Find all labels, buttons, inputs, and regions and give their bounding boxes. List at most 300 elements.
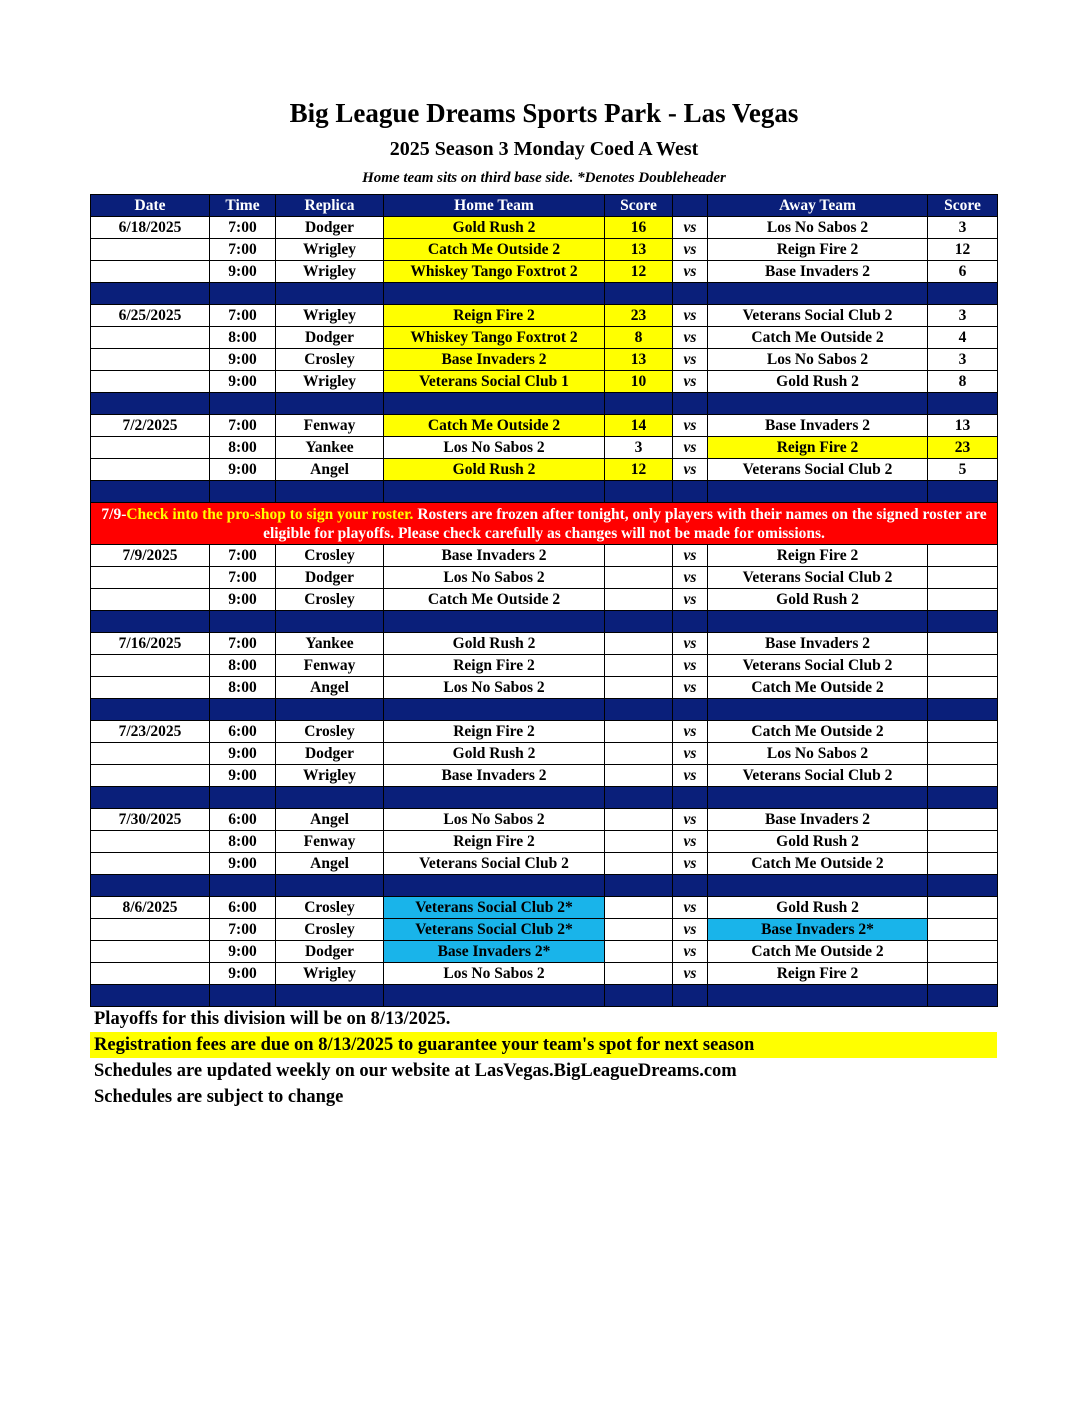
away-score-cell: 3 — [928, 305, 998, 327]
away-team-cell: Catch Me Outside 2 — [708, 327, 928, 349]
date-cell: 6/25/2025 — [91, 305, 210, 327]
away-team-cell: Los No Sabos 2 — [708, 349, 928, 371]
replica-field-cell: Yankee — [276, 633, 384, 655]
home-team-cell: Los No Sabos 2 — [384, 437, 605, 459]
week-separator — [91, 393, 998, 415]
home-team-cell: Base Invaders 2 — [384, 765, 605, 787]
home-team-cell: Los No Sabos 2 — [384, 677, 605, 699]
replica-field-cell: Wrigley — [276, 305, 384, 327]
away-team-cell: Gold Rush 2 — [708, 371, 928, 393]
separator-cell — [605, 985, 673, 1007]
separator-cell — [673, 393, 708, 415]
game-row — [91, 743, 998, 765]
home-score-cell: 13 — [605, 239, 673, 261]
away-team-cell: Los No Sabos 2 — [708, 743, 928, 765]
home-team-cell: Reign Fire 2 — [384, 721, 605, 743]
away-team-cell: Reign Fire 2 — [708, 239, 928, 261]
replica-field-cell: Wrigley — [276, 239, 384, 261]
home-team-cell: Catch Me Outside 2 — [384, 239, 605, 261]
vs-cell: vs — [673, 371, 708, 393]
schedule-body — [91, 217, 998, 1007]
game-row — [91, 941, 998, 963]
home-score-cell — [605, 963, 673, 985]
week-separator — [91, 699, 998, 721]
home-score-cell — [605, 743, 673, 765]
vs-cell: vs — [673, 349, 708, 371]
separator-cell — [276, 393, 384, 415]
away-team-cell: Veterans Social Club 2 — [708, 567, 928, 589]
away-score-cell — [928, 743, 998, 765]
home-team-cell: Base Invaders 2* — [384, 941, 605, 963]
vs-cell: vs — [673, 809, 708, 831]
home-score-cell — [605, 831, 673, 853]
date-cell — [91, 919, 210, 941]
separator-cell — [384, 393, 605, 415]
replica-field-cell: Dodger — [276, 941, 384, 963]
vs-cell: vs — [673, 633, 708, 655]
away-score-cell: 13 — [928, 415, 998, 437]
away-team-cell: Base Invaders 2 — [708, 261, 928, 283]
date-cell: 7/16/2025 — [91, 633, 210, 655]
separator-cell — [210, 283, 276, 305]
separator-cell — [384, 283, 605, 305]
separator-cell — [605, 875, 673, 897]
replica-field-cell: Fenway — [276, 415, 384, 437]
column-header-home-team: Home Team — [384, 195, 605, 217]
separator-cell — [708, 481, 928, 503]
separator-cell — [276, 985, 384, 1007]
away-team-cell: Reign Fire 2 — [708, 545, 928, 567]
separator-cell — [210, 611, 276, 633]
column-header-away-team: Away Team — [708, 195, 928, 217]
date-cell: 7/30/2025 — [91, 809, 210, 831]
away-score-cell: 6 — [928, 261, 998, 283]
separator-cell — [708, 875, 928, 897]
separator-cell — [91, 875, 210, 897]
time-cell: 7:00 — [210, 919, 276, 941]
away-score-cell: 5 — [928, 459, 998, 481]
home-score-cell — [605, 809, 673, 831]
separator-cell — [928, 481, 998, 503]
date-cell — [91, 677, 210, 699]
date-cell — [91, 371, 210, 393]
game-row — [91, 437, 998, 459]
away-score-cell: 8 — [928, 371, 998, 393]
time-cell: 8:00 — [210, 831, 276, 853]
separator-cell — [605, 481, 673, 503]
date-cell — [91, 327, 210, 349]
replica-field-cell: Wrigley — [276, 963, 384, 985]
home-score-cell — [605, 941, 673, 963]
separator-cell — [605, 283, 673, 305]
away-team-cell: Catch Me Outside 2 — [708, 941, 928, 963]
vs-cell: vs — [673, 941, 708, 963]
away-team-cell: Catch Me Outside 2 — [708, 853, 928, 875]
vs-cell: vs — [673, 919, 708, 941]
separator-cell — [605, 611, 673, 633]
date-cell: 8/6/2025 — [91, 897, 210, 919]
away-team-cell: Gold Rush 2 — [708, 589, 928, 611]
away-team-cell: Catch Me Outside 2 — [708, 721, 928, 743]
home-score-cell — [605, 633, 673, 655]
time-cell: 9:00 — [210, 941, 276, 963]
time-cell: 9:00 — [210, 853, 276, 875]
time-cell: 8:00 — [210, 655, 276, 677]
home-team-cell: Los No Sabos 2 — [384, 567, 605, 589]
home-team-cell: Los No Sabos 2 — [384, 963, 605, 985]
away-score-cell — [928, 545, 998, 567]
separator-cell — [928, 699, 998, 721]
separator-cell — [928, 787, 998, 809]
away-score-cell: 12 — [928, 239, 998, 261]
home-score-cell — [605, 897, 673, 919]
date-cell — [91, 831, 210, 853]
game-row — [91, 897, 998, 919]
separator-cell — [210, 481, 276, 503]
away-score-cell — [928, 963, 998, 985]
game-row — [91, 305, 998, 327]
time-cell: 6:00 — [210, 897, 276, 919]
time-cell: 8:00 — [210, 327, 276, 349]
separator-cell — [673, 699, 708, 721]
date-cell — [91, 437, 210, 459]
game-row — [91, 349, 998, 371]
home-score-cell: 14 — [605, 415, 673, 437]
date-cell — [91, 853, 210, 875]
separator-cell — [928, 611, 998, 633]
separator-cell — [708, 787, 928, 809]
game-row — [91, 721, 998, 743]
game-row — [91, 371, 998, 393]
home-score-cell — [605, 853, 673, 875]
away-score-cell: 3 — [928, 349, 998, 371]
time-cell: 8:00 — [210, 677, 276, 699]
away-score-cell — [928, 655, 998, 677]
game-row — [91, 633, 998, 655]
week-separator — [91, 283, 998, 305]
away-team-cell: Base Invaders 2 — [708, 809, 928, 831]
home-score-cell: 8 — [605, 327, 673, 349]
page-subtitle: 2025 Season 3 Monday Coed A West — [389, 138, 699, 160]
column-header-replica: Replica — [276, 195, 384, 217]
away-score-cell — [928, 919, 998, 941]
time-cell: 9:00 — [210, 459, 276, 481]
playoffs-note: Playoffs for this division will be on 8/13/2025. — [94, 1009, 451, 1029]
game-row — [91, 217, 998, 239]
game-row — [91, 831, 998, 853]
time-cell: 7:00 — [210, 545, 276, 567]
home-team-cell: Veterans Social Club 2* — [384, 897, 605, 919]
away-score-cell — [928, 897, 998, 919]
vs-cell: vs — [673, 437, 708, 459]
time-cell: 9:00 — [210, 371, 276, 393]
time-cell: 9:00 — [210, 743, 276, 765]
column-header-vs — [673, 195, 708, 217]
separator-cell — [210, 699, 276, 721]
date-cell — [91, 567, 210, 589]
vs-cell: vs — [673, 459, 708, 481]
away-team-cell: Reign Fire 2 — [708, 437, 928, 459]
home-team-cell: Los No Sabos 2 — [384, 809, 605, 831]
date-cell: 7/2/2025 — [91, 415, 210, 437]
separator-cell — [673, 985, 708, 1007]
time-cell: 9:00 — [210, 963, 276, 985]
replica-field-cell: Crosley — [276, 545, 384, 567]
separator-cell — [276, 699, 384, 721]
separator-cell — [384, 699, 605, 721]
away-score-cell — [928, 941, 998, 963]
home-team-cell: Veterans Social Club 2* — [384, 919, 605, 941]
home-team-note: Home team sits on third base side. *Denotes Doubleheader — [362, 170, 726, 186]
time-cell: 7:00 — [210, 567, 276, 589]
away-score-cell — [928, 809, 998, 831]
replica-field-cell: Angel — [276, 459, 384, 481]
game-row — [91, 327, 998, 349]
game-row — [91, 567, 998, 589]
separator-cell — [384, 985, 605, 1007]
separator-cell — [605, 393, 673, 415]
separator-cell — [708, 611, 928, 633]
home-team-cell: Gold Rush 2 — [384, 633, 605, 655]
away-team-cell: Reign Fire 2 — [708, 963, 928, 985]
week-separator — [91, 875, 998, 897]
separator-cell — [673, 875, 708, 897]
replica-field-cell: Crosley — [276, 349, 384, 371]
away-score-cell — [928, 853, 998, 875]
replica-field-cell: Angel — [276, 809, 384, 831]
date-cell — [91, 963, 210, 985]
separator-cell — [91, 699, 210, 721]
separator-cell — [605, 699, 673, 721]
game-row — [91, 677, 998, 699]
schedule-table — [90, 194, 998, 1007]
vs-cell: vs — [673, 677, 708, 699]
home-score-cell — [605, 677, 673, 699]
registration-note: Registration fees are due on 8/13/2025 to guarantee your team's spot for next season — [90, 1032, 997, 1058]
separator-cell — [91, 481, 210, 503]
game-row — [91, 963, 998, 985]
replica-field-cell: Dodger — [276, 567, 384, 589]
page-title: Big League Dreams Sports Park - Las Vegas — [289, 98, 799, 128]
away-score-cell — [928, 633, 998, 655]
vs-cell: vs — [673, 217, 708, 239]
date-cell — [91, 239, 210, 261]
week-separator — [91, 481, 998, 503]
away-score-cell — [928, 721, 998, 743]
home-score-cell — [605, 567, 673, 589]
home-team-cell: Catch Me Outside 2 — [384, 415, 605, 437]
separator-cell — [210, 393, 276, 415]
game-row — [91, 853, 998, 875]
notice-prefix: 7/9- — [101, 505, 127, 523]
home-team-cell: Reign Fire 2 — [384, 655, 605, 677]
vs-cell: vs — [673, 963, 708, 985]
game-row — [91, 809, 998, 831]
date-cell — [91, 941, 210, 963]
separator-cell — [928, 393, 998, 415]
replica-field-cell: Crosley — [276, 589, 384, 611]
away-score-cell: 23 — [928, 437, 998, 459]
week-separator — [91, 787, 998, 809]
replica-field-cell: Wrigley — [276, 371, 384, 393]
away-score-cell — [928, 589, 998, 611]
separator-cell — [384, 611, 605, 633]
vs-cell: vs — [673, 743, 708, 765]
away-score-cell — [928, 567, 998, 589]
separator-cell — [276, 283, 384, 305]
home-team-cell: Base Invaders 2 — [384, 545, 605, 567]
separator-cell — [210, 985, 276, 1007]
separator-cell — [210, 875, 276, 897]
column-header-home-score: Score — [605, 195, 673, 217]
time-cell: 7:00 — [210, 415, 276, 437]
away-team-cell: Base Invaders 2 — [708, 415, 928, 437]
replica-field-cell: Wrigley — [276, 765, 384, 787]
replica-field-cell: Fenway — [276, 831, 384, 853]
column-header-date: Date — [91, 195, 210, 217]
replica-field-cell: Dodger — [276, 327, 384, 349]
separator-cell — [673, 481, 708, 503]
home-team-cell: Veterans Social Club 2 — [384, 853, 605, 875]
date-cell — [91, 459, 210, 481]
change-note: Schedules are subject to change — [94, 1087, 344, 1107]
home-team-cell: Gold Rush 2 — [384, 217, 605, 239]
home-score-cell: 10 — [605, 371, 673, 393]
game-row — [91, 655, 998, 677]
vs-cell: vs — [673, 415, 708, 437]
game-row — [91, 459, 998, 481]
vs-cell: vs — [673, 655, 708, 677]
home-team-cell: Reign Fire 2 — [384, 831, 605, 853]
date-cell: 7/9/2025 — [91, 545, 210, 567]
separator-cell — [91, 787, 210, 809]
column-header-away-score: Score — [928, 195, 998, 217]
home-team-cell: Whiskey Tango Foxtrot 2 — [384, 261, 605, 283]
time-cell: 6:00 — [210, 721, 276, 743]
date-cell — [91, 655, 210, 677]
home-score-cell — [605, 589, 673, 611]
roster-notice — [91, 503, 998, 545]
home-team-cell: Veterans Social Club 1 — [384, 371, 605, 393]
home-score-cell: 3 — [605, 437, 673, 459]
away-team-cell: Gold Rush 2 — [708, 831, 928, 853]
replica-field-cell: Dodger — [276, 743, 384, 765]
website-note: Schedules are updated weekly on our website at LasVegas.BigLeagueDreams.com — [94, 1061, 737, 1081]
away-team-cell: Gold Rush 2 — [708, 897, 928, 919]
notice-text: Rosters are frozen after tonight, only players with their names on the signed roster are eligible for playoffs. Please check carefully as changes will not be made for omissions. — [263, 505, 987, 542]
vs-cell: vs — [673, 567, 708, 589]
home-score-cell — [605, 545, 673, 567]
home-team-cell: Gold Rush 2 — [384, 459, 605, 481]
date-cell — [91, 261, 210, 283]
away-team-cell: Base Invaders 2* — [708, 919, 928, 941]
separator-cell — [673, 611, 708, 633]
away-score-cell — [928, 831, 998, 853]
separator-cell — [708, 699, 928, 721]
replica-field-cell: Crosley — [276, 919, 384, 941]
vs-cell: vs — [673, 853, 708, 875]
separator-cell — [673, 787, 708, 809]
separator-cell — [605, 787, 673, 809]
date-cell: 6/18/2025 — [91, 217, 210, 239]
time-cell: 7:00 — [210, 217, 276, 239]
separator-cell — [210, 787, 276, 809]
home-score-cell — [605, 765, 673, 787]
separator-cell — [928, 875, 998, 897]
replica-field-cell: Fenway — [276, 655, 384, 677]
replica-field-cell: Dodger — [276, 217, 384, 239]
home-score-cell: 23 — [605, 305, 673, 327]
home-score-cell — [605, 721, 673, 743]
separator-cell — [928, 985, 998, 1007]
time-cell: 7:00 — [210, 239, 276, 261]
away-team-cell: Veterans Social Club 2 — [708, 305, 928, 327]
game-row — [91, 261, 998, 283]
away-team-cell: Catch Me Outside 2 — [708, 677, 928, 699]
home-score-cell: 13 — [605, 349, 673, 371]
away-team-cell: Los No Sabos 2 — [708, 217, 928, 239]
time-cell: 9:00 — [210, 765, 276, 787]
game-row — [91, 589, 998, 611]
replica-field-cell: Crosley — [276, 897, 384, 919]
vs-cell: vs — [673, 831, 708, 853]
game-row — [91, 545, 998, 567]
home-team-cell: Base Invaders 2 — [384, 349, 605, 371]
away-score-cell — [928, 677, 998, 699]
game-row — [91, 765, 998, 787]
vs-cell: vs — [673, 305, 708, 327]
time-cell: 7:00 — [210, 633, 276, 655]
time-cell: 8:00 — [210, 437, 276, 459]
away-team-cell: Base Invaders 2 — [708, 633, 928, 655]
home-team-cell: Whiskey Tango Foxtrot 2 — [384, 327, 605, 349]
column-header-time: Time — [210, 195, 276, 217]
vs-cell: vs — [673, 765, 708, 787]
date-cell — [91, 349, 210, 371]
home-team-cell: Gold Rush 2 — [384, 743, 605, 765]
separator-cell — [276, 787, 384, 809]
home-score-cell: 12 — [605, 459, 673, 481]
separator-cell — [91, 985, 210, 1007]
separator-cell — [384, 875, 605, 897]
replica-field-cell: Crosley — [276, 721, 384, 743]
separator-cell — [276, 611, 384, 633]
date-cell — [91, 589, 210, 611]
week-separator — [91, 611, 998, 633]
separator-cell — [276, 481, 384, 503]
home-score-cell: 12 — [605, 261, 673, 283]
separator-cell — [91, 611, 210, 633]
date-cell: 7/23/2025 — [91, 721, 210, 743]
game-row — [91, 415, 998, 437]
replica-field-cell: Wrigley — [276, 261, 384, 283]
vs-cell: vs — [673, 261, 708, 283]
time-cell: 9:00 — [210, 589, 276, 611]
separator-cell — [708, 283, 928, 305]
separator-cell — [384, 787, 605, 809]
vs-cell: vs — [673, 239, 708, 261]
vs-cell: vs — [673, 545, 708, 567]
date-cell — [91, 743, 210, 765]
week-separator — [91, 985, 998, 1007]
time-cell: 7:00 — [210, 305, 276, 327]
separator-cell — [708, 985, 928, 1007]
home-score-cell: 16 — [605, 217, 673, 239]
home-team-cell: Catch Me Outside 2 — [384, 589, 605, 611]
away-score-cell: 4 — [928, 327, 998, 349]
separator-cell — [928, 283, 998, 305]
vs-cell: vs — [673, 721, 708, 743]
